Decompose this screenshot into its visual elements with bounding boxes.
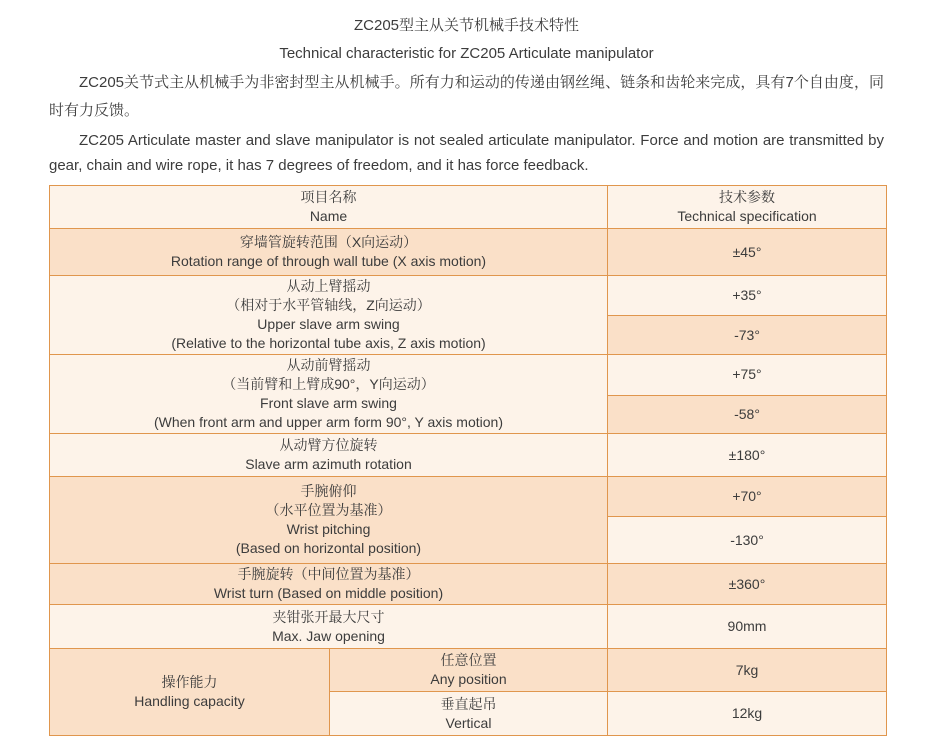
document-title-cn: ZC205型主从关节机械手技术特性 xyxy=(353,17,580,34)
cell-line-cn: （相对于水平管轴线，Z向运动） xyxy=(226,297,431,313)
cell-line-cn: 操作能力 xyxy=(161,674,218,690)
table-row xyxy=(50,434,887,477)
cell-line-en: Rotation range of through wall tube (X axis motion) xyxy=(170,253,487,269)
table-row xyxy=(50,477,887,517)
header-name-cell xyxy=(50,186,608,229)
subrow-vertical-value-cell: 12kg xyxy=(608,692,887,736)
cell-line-cn: 从动前臂摇动 xyxy=(286,357,371,373)
cell-line-cn: 从动上臂摇动 xyxy=(286,278,371,294)
intro-paragraph-cn: ZC205关节式主从机械手为非密封型主从机械手。所有力和运动的传递由钢丝绳、链条和齿轮来完成，具有7个自由度，同时有力反馈。 xyxy=(49,74,884,119)
cell-line-en: Front slave arm swing xyxy=(260,395,397,411)
cell-line-en: Wrist turn (Based on middle position) xyxy=(213,585,444,601)
row-wall-tube-value-cell: ±45° xyxy=(608,229,887,276)
row-upper-arm-name-cell xyxy=(50,276,608,355)
row-wrist-turn-name-cell xyxy=(50,564,608,605)
cell-line-en: (Based on horizontal position) xyxy=(235,540,422,556)
cell-line-cn: 夹钳张开最大尺寸 xyxy=(272,608,385,625)
cell-line-cn: 穿墙管旋转范围（X向运动） xyxy=(239,234,418,250)
header-name-cn: 项目名称 xyxy=(300,189,357,205)
document-title-en: Technical characteristic for ZC205 Articulate manipulator xyxy=(279,45,654,62)
table-row xyxy=(50,649,887,692)
cell-line-cn: 手腕俯仰 xyxy=(300,483,357,499)
subrow-vertical-name-cell xyxy=(330,692,608,736)
table-row xyxy=(50,564,887,605)
cell-line-en: Slave arm azimuth rotation xyxy=(245,456,412,472)
header-spec-cn: 技术参数 xyxy=(719,189,775,205)
row-front-arm-value-neg-cell: -58° xyxy=(608,395,887,434)
row-front-arm-value-pos-cell: +75° xyxy=(608,355,887,396)
cell-line-cn: 手腕旋转（中间位置为基准） xyxy=(237,566,420,582)
cell-line-en: (Relative to the horizontal tube axis, Z axis motion) xyxy=(171,335,486,351)
cell-line-en: Wrist pitching xyxy=(286,521,371,537)
header-spec-en: Technical specification xyxy=(677,208,817,224)
header-row xyxy=(50,186,887,229)
cell-line-cn: 从动臂方位旋转 xyxy=(279,437,378,453)
row-wrist-pitch-value-neg-cell: -130° xyxy=(608,517,887,564)
row-azimuth-value-cell: ±180° xyxy=(608,434,887,477)
row-wrist-pitch-name-cell xyxy=(50,477,608,564)
table-row xyxy=(50,229,887,276)
row-upper-arm-value-neg-cell: -73° xyxy=(608,316,887,355)
row-jaw-opening-value-cell: 90mm xyxy=(608,605,887,649)
header-spec-cell xyxy=(608,186,887,229)
cell-line-en: Handling capacity xyxy=(134,693,245,709)
table-row xyxy=(50,276,887,316)
intro-paragraph-en: ZC205 Articulate master and slave manipulator is not sealed articulate manipulator. Force and motion are transmitted by gear, chain and wire rope, it has 7 degrees of freedom, and it has force feedback. xyxy=(49,132,884,174)
subrow-any-position-name-cell xyxy=(330,649,608,692)
header-name-en: Name xyxy=(309,208,348,224)
row-upper-arm-value-pos-cell: +35° xyxy=(608,276,887,316)
row-front-arm-name-cell xyxy=(50,355,608,434)
cell-line-cn: （水平位置为基准） xyxy=(265,502,392,518)
subrow-any-position-value-cell: 7kg xyxy=(608,649,887,692)
row-azimuth-name-cell xyxy=(50,434,608,477)
cell-line-en: Any position xyxy=(430,671,507,687)
cell-line-en: Upper slave arm swing xyxy=(257,316,400,332)
cell-line-en: (When front arm and upper arm form 90°, Y axis motion) xyxy=(153,414,503,430)
row-wall-tube-name-cell xyxy=(50,229,608,276)
row-handling-capacity-name-cell xyxy=(50,649,330,736)
cell-line-en: Max. Jaw opening xyxy=(272,627,385,644)
table-row xyxy=(50,355,887,396)
row-wrist-pitch-value-pos-cell: +70° xyxy=(608,477,887,517)
cell-line-en: Vertical xyxy=(445,714,492,731)
row-wrist-turn-value-cell: ±360° xyxy=(608,564,887,605)
cell-line-cn: （当前臂和上臂成90°，Y向运动） xyxy=(222,376,435,392)
row-jaw-opening-name-cell xyxy=(50,605,608,649)
spec-table xyxy=(49,185,887,736)
cell-line-cn: 垂直起吊 xyxy=(440,695,497,712)
table-row xyxy=(50,605,887,649)
cell-line-cn: 任意位置 xyxy=(440,652,497,668)
